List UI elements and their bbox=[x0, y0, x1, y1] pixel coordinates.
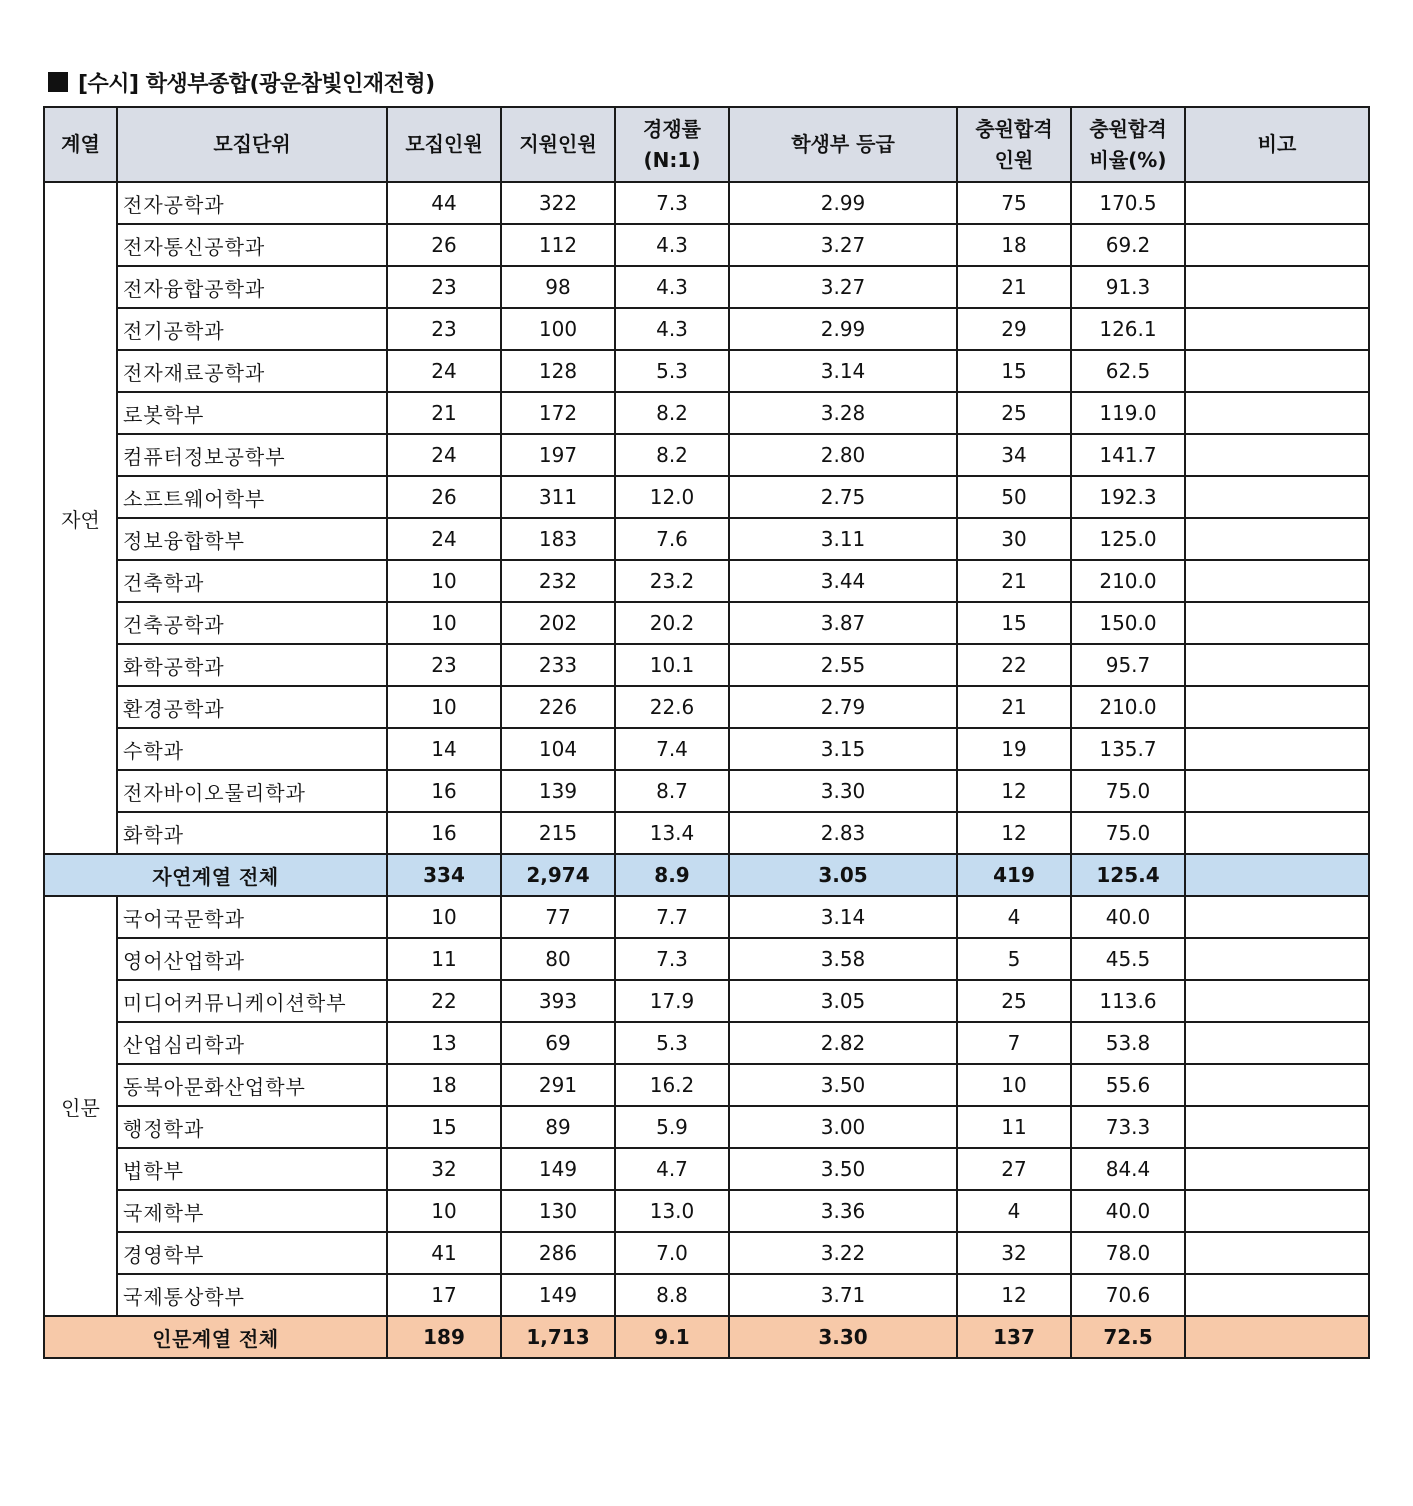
cell-added-ratio: 95.7 bbox=[1071, 644, 1185, 686]
cell-added: 75 bbox=[957, 182, 1071, 224]
cell-grade: 3.71 bbox=[729, 1274, 957, 1316]
cell-unit: 컴퓨터정보공학부 bbox=[117, 434, 387, 476]
table-row bbox=[44, 1274, 1369, 1316]
cell-unit: 수학과 bbox=[117, 728, 387, 770]
table-row bbox=[44, 1190, 1369, 1232]
cell-note bbox=[1185, 182, 1369, 224]
cell-note bbox=[1185, 1148, 1369, 1190]
cell-added-ratio: 141.7 bbox=[1071, 434, 1185, 476]
cell-grade: 3.00 bbox=[729, 1106, 957, 1148]
cell-grade: 2.99 bbox=[729, 182, 957, 224]
cell-added-ratio: 210.0 bbox=[1071, 560, 1185, 602]
table-row bbox=[44, 686, 1369, 728]
cell-added-ratio: 113.6 bbox=[1071, 980, 1185, 1022]
cell-grade: 3.15 bbox=[729, 728, 957, 770]
cell-grade: 3.11 bbox=[729, 518, 957, 560]
table-row bbox=[44, 224, 1369, 266]
header-ratio: 경쟁률 (N:1) bbox=[615, 107, 729, 182]
cell-unit: 정보융합학부 bbox=[117, 518, 387, 560]
cell-ratio: 16.2 bbox=[615, 1064, 729, 1106]
cell-note bbox=[1185, 728, 1369, 770]
cell-quota: 44 bbox=[387, 182, 501, 224]
header-unit: 모집단위 bbox=[117, 107, 387, 182]
cell-added-ratio: 91.3 bbox=[1071, 266, 1185, 308]
cell-added-ratio: 84.4 bbox=[1071, 1148, 1185, 1190]
cell-added-ratio: 45.5 bbox=[1071, 938, 1185, 980]
cell-unit: 소프트웨어학부 bbox=[117, 476, 387, 518]
cell-added-ratio: 75.0 bbox=[1071, 770, 1185, 812]
cell-added: 50 bbox=[957, 476, 1071, 518]
cell-added: 32 bbox=[957, 1232, 1071, 1274]
cell-unit: 전자공학과 bbox=[117, 182, 387, 224]
cell-unit: 로봇학부 bbox=[117, 392, 387, 434]
cell-note bbox=[1185, 1232, 1369, 1274]
table-row bbox=[44, 644, 1369, 686]
cell-applicants: 69 bbox=[501, 1022, 615, 1064]
cell-grade: 3.50 bbox=[729, 1064, 957, 1106]
table-header-row bbox=[44, 107, 1369, 182]
cell-unit: 동북아문화산업학부 bbox=[117, 1064, 387, 1106]
cell-quota: 16 bbox=[387, 770, 501, 812]
total-label: 인문계열 전체 bbox=[44, 1316, 387, 1358]
cell-added: 15 bbox=[957, 602, 1071, 644]
cell-applicants: 286 bbox=[501, 1232, 615, 1274]
cell-quota: 10 bbox=[387, 560, 501, 602]
cell-note bbox=[1185, 560, 1369, 602]
cell-unit: 화학공학과 bbox=[117, 644, 387, 686]
cell-quota: 24 bbox=[387, 434, 501, 476]
cell-quota: 22 bbox=[387, 980, 501, 1022]
cell-note bbox=[1185, 308, 1369, 350]
square-bullet-icon bbox=[48, 72, 68, 92]
cell-note bbox=[1185, 770, 1369, 812]
cell-applicants: 89 bbox=[501, 1106, 615, 1148]
cell-ratio: 7.6 bbox=[615, 518, 729, 560]
cell-applicants: 130 bbox=[501, 1190, 615, 1232]
cell-applicants: 104 bbox=[501, 728, 615, 770]
cell-note bbox=[1185, 686, 1369, 728]
cell-added: 11 bbox=[957, 1106, 1071, 1148]
cell-note bbox=[1185, 224, 1369, 266]
cell-grade: 2.55 bbox=[729, 644, 957, 686]
cell-note bbox=[1185, 350, 1369, 392]
cell-applicants: 128 bbox=[501, 350, 615, 392]
cell-ratio: 7.4 bbox=[615, 728, 729, 770]
cell-quota: 10 bbox=[387, 686, 501, 728]
cell-added-ratio: 135.7 bbox=[1071, 728, 1185, 770]
cell-grade: 3.50 bbox=[729, 1148, 957, 1190]
cell-added-ratio: 210.0 bbox=[1071, 686, 1185, 728]
cell-added-ratio: 73.3 bbox=[1071, 1106, 1185, 1148]
cell-added: 25 bbox=[957, 392, 1071, 434]
cell-added-ratio: 150.0 bbox=[1071, 602, 1185, 644]
total-grade: 3.30 bbox=[729, 1316, 957, 1358]
cell-applicants: 77 bbox=[501, 896, 615, 938]
cell-added: 21 bbox=[957, 560, 1071, 602]
table-row bbox=[44, 392, 1369, 434]
cell-unit: 미디어커뮤니케이션학부 bbox=[117, 980, 387, 1022]
cell-applicants: 183 bbox=[501, 518, 615, 560]
cell-ratio: 4.3 bbox=[615, 308, 729, 350]
cell-added-ratio: 40.0 bbox=[1071, 896, 1185, 938]
cell-quota: 23 bbox=[387, 308, 501, 350]
cell-applicants: 197 bbox=[501, 434, 615, 476]
total-added-ratio: 72.5 bbox=[1071, 1316, 1185, 1358]
cell-applicants: 232 bbox=[501, 560, 615, 602]
table-row bbox=[44, 266, 1369, 308]
cell-unit: 산업심리학과 bbox=[117, 1022, 387, 1064]
cell-note bbox=[1185, 392, 1369, 434]
table-row bbox=[44, 350, 1369, 392]
table-row bbox=[44, 770, 1369, 812]
cell-added: 15 bbox=[957, 350, 1071, 392]
total-note bbox=[1185, 1316, 1369, 1358]
cell-unit: 전자재료공학과 bbox=[117, 350, 387, 392]
cell-ratio: 5.3 bbox=[615, 350, 729, 392]
cell-unit: 전자통신공학과 bbox=[117, 224, 387, 266]
table-row bbox=[44, 1148, 1369, 1190]
cell-quota: 23 bbox=[387, 266, 501, 308]
cell-grade: 2.79 bbox=[729, 686, 957, 728]
cell-applicants: 393 bbox=[501, 980, 615, 1022]
cell-added-ratio: 62.5 bbox=[1071, 350, 1185, 392]
cell-applicants: 139 bbox=[501, 770, 615, 812]
cell-grade: 2.83 bbox=[729, 812, 957, 854]
cell-quota: 17 bbox=[387, 1274, 501, 1316]
cell-grade: 3.36 bbox=[729, 1190, 957, 1232]
total-added: 419 bbox=[957, 854, 1071, 896]
table-row bbox=[44, 308, 1369, 350]
cell-ratio: 5.3 bbox=[615, 1022, 729, 1064]
table-row bbox=[44, 434, 1369, 476]
cell-note bbox=[1185, 938, 1369, 980]
cell-note bbox=[1185, 1274, 1369, 1316]
table-row bbox=[44, 1064, 1369, 1106]
cell-added: 34 bbox=[957, 434, 1071, 476]
cell-added: 19 bbox=[957, 728, 1071, 770]
cell-grade: 3.27 bbox=[729, 224, 957, 266]
cell-ratio: 8.2 bbox=[615, 434, 729, 476]
cell-quota: 10 bbox=[387, 1190, 501, 1232]
cell-note bbox=[1185, 434, 1369, 476]
cell-ratio: 4.3 bbox=[615, 224, 729, 266]
cell-ratio: 22.6 bbox=[615, 686, 729, 728]
cell-quota: 23 bbox=[387, 644, 501, 686]
cell-added: 4 bbox=[957, 1190, 1071, 1232]
cell-applicants: 149 bbox=[501, 1274, 615, 1316]
cell-added-ratio: 40.0 bbox=[1071, 1190, 1185, 1232]
cell-grade: 3.22 bbox=[729, 1232, 957, 1274]
cell-ratio: 4.7 bbox=[615, 1148, 729, 1190]
cell-grade: 2.80 bbox=[729, 434, 957, 476]
cell-added-ratio: 53.8 bbox=[1071, 1022, 1185, 1064]
cell-quota: 26 bbox=[387, 476, 501, 518]
cell-added-ratio: 55.6 bbox=[1071, 1064, 1185, 1106]
cell-applicants: 112 bbox=[501, 224, 615, 266]
cell-added-ratio: 70.6 bbox=[1071, 1274, 1185, 1316]
cell-added: 12 bbox=[957, 812, 1071, 854]
cell-applicants: 291 bbox=[501, 1064, 615, 1106]
header-applicants: 지원인원 bbox=[501, 107, 615, 182]
cell-ratio: 17.9 bbox=[615, 980, 729, 1022]
cell-grade: 3.14 bbox=[729, 896, 957, 938]
cell-applicants: 233 bbox=[501, 644, 615, 686]
cell-added: 10 bbox=[957, 1064, 1071, 1106]
cell-grade: 2.82 bbox=[729, 1022, 957, 1064]
cell-applicants: 149 bbox=[501, 1148, 615, 1190]
table-row bbox=[44, 182, 1369, 224]
cell-added: 27 bbox=[957, 1148, 1071, 1190]
cell-ratio: 7.0 bbox=[615, 1232, 729, 1274]
cell-quota: 11 bbox=[387, 938, 501, 980]
cell-grade: 3.30 bbox=[729, 770, 957, 812]
cell-added-ratio: 125.0 bbox=[1071, 518, 1185, 560]
cell-applicants: 215 bbox=[501, 812, 615, 854]
cell-applicants: 80 bbox=[501, 938, 615, 980]
cell-quota: 16 bbox=[387, 812, 501, 854]
group-label-humanities: 인문 bbox=[44, 896, 117, 1316]
table-row bbox=[44, 980, 1369, 1022]
cell-quota: 26 bbox=[387, 224, 501, 266]
admission-results-table bbox=[43, 106, 1370, 1359]
page-title bbox=[48, 64, 435, 100]
cell-grade: 3.14 bbox=[729, 350, 957, 392]
table-row bbox=[44, 518, 1369, 560]
cell-quota: 24 bbox=[387, 350, 501, 392]
total-added-ratio: 125.4 bbox=[1071, 854, 1185, 896]
table-row bbox=[44, 1022, 1369, 1064]
cell-added-ratio: 69.2 bbox=[1071, 224, 1185, 266]
total-note bbox=[1185, 854, 1369, 896]
cell-added-ratio: 170.5 bbox=[1071, 182, 1185, 224]
page-title-text: [수시] 학생부종합(광운참빛인재전형) bbox=[78, 71, 435, 97]
cell-added: 7 bbox=[957, 1022, 1071, 1064]
cell-unit: 국제통상학부 bbox=[117, 1274, 387, 1316]
cell-unit: 영어산업학과 bbox=[117, 938, 387, 980]
cell-note bbox=[1185, 1190, 1369, 1232]
cell-added: 21 bbox=[957, 266, 1071, 308]
cell-unit: 행정학과 bbox=[117, 1106, 387, 1148]
total-added: 137 bbox=[957, 1316, 1071, 1358]
total-quota: 334 bbox=[387, 854, 501, 896]
cell-note bbox=[1185, 1022, 1369, 1064]
total-applicants: 1,713 bbox=[501, 1316, 615, 1358]
cell-grade: 3.58 bbox=[729, 938, 957, 980]
cell-ratio: 20.2 bbox=[615, 602, 729, 644]
cell-added: 21 bbox=[957, 686, 1071, 728]
cell-unit: 전기공학과 bbox=[117, 308, 387, 350]
cell-note bbox=[1185, 602, 1369, 644]
cell-note bbox=[1185, 476, 1369, 518]
cell-ratio: 10.1 bbox=[615, 644, 729, 686]
cell-ratio: 7.3 bbox=[615, 938, 729, 980]
cell-added: 22 bbox=[957, 644, 1071, 686]
cell-applicants: 100 bbox=[501, 308, 615, 350]
cell-applicants: 226 bbox=[501, 686, 615, 728]
cell-added-ratio: 75.0 bbox=[1071, 812, 1185, 854]
cell-quota: 41 bbox=[387, 1232, 501, 1274]
cell-grade: 3.27 bbox=[729, 266, 957, 308]
cell-quota: 10 bbox=[387, 602, 501, 644]
cell-unit: 법학부 bbox=[117, 1148, 387, 1190]
cell-added: 4 bbox=[957, 896, 1071, 938]
cell-added: 18 bbox=[957, 224, 1071, 266]
cell-unit: 건축학과 bbox=[117, 560, 387, 602]
cell-ratio: 13.0 bbox=[615, 1190, 729, 1232]
cell-quota: 13 bbox=[387, 1022, 501, 1064]
total-label: 자연계열 전체 bbox=[44, 854, 387, 896]
table-row bbox=[44, 938, 1369, 980]
total-ratio: 9.1 bbox=[615, 1316, 729, 1358]
cell-unit: 전자융합공학과 bbox=[117, 266, 387, 308]
cell-grade: 3.87 bbox=[729, 602, 957, 644]
cell-note bbox=[1185, 1064, 1369, 1106]
header-field: 계열 bbox=[44, 107, 117, 182]
cell-note bbox=[1185, 980, 1369, 1022]
cell-applicants: 172 bbox=[501, 392, 615, 434]
total-row-natural bbox=[44, 854, 1369, 896]
cell-added-ratio: 119.0 bbox=[1071, 392, 1185, 434]
cell-quota: 21 bbox=[387, 392, 501, 434]
header-quota: 모집인원 bbox=[387, 107, 501, 182]
cell-unit: 국어국문학과 bbox=[117, 896, 387, 938]
table-row bbox=[44, 728, 1369, 770]
cell-applicants: 202 bbox=[501, 602, 615, 644]
cell-ratio: 8.7 bbox=[615, 770, 729, 812]
cell-ratio: 12.0 bbox=[615, 476, 729, 518]
cell-added-ratio: 126.1 bbox=[1071, 308, 1185, 350]
total-applicants: 2,974 bbox=[501, 854, 615, 896]
table-row bbox=[44, 812, 1369, 854]
cell-quota: 10 bbox=[387, 896, 501, 938]
cell-grade: 3.05 bbox=[729, 980, 957, 1022]
cell-note bbox=[1185, 812, 1369, 854]
table-row bbox=[44, 560, 1369, 602]
cell-grade: 3.28 bbox=[729, 392, 957, 434]
table-row bbox=[44, 476, 1369, 518]
cell-quota: 18 bbox=[387, 1064, 501, 1106]
group-label-natural: 자연 bbox=[44, 182, 117, 854]
cell-note bbox=[1185, 266, 1369, 308]
cell-unit: 화학과 bbox=[117, 812, 387, 854]
cell-ratio: 23.2 bbox=[615, 560, 729, 602]
cell-unit: 건축공학과 bbox=[117, 602, 387, 644]
cell-unit: 경영학부 bbox=[117, 1232, 387, 1274]
header-note: 비고 bbox=[1185, 107, 1369, 182]
cell-added: 12 bbox=[957, 770, 1071, 812]
cell-quota: 14 bbox=[387, 728, 501, 770]
table-row bbox=[44, 602, 1369, 644]
cell-ratio: 13.4 bbox=[615, 812, 729, 854]
cell-applicants: 98 bbox=[501, 266, 615, 308]
header-added-ratio: 충원합격 비율(%) bbox=[1071, 107, 1185, 182]
cell-grade: 2.99 bbox=[729, 308, 957, 350]
cell-quota: 24 bbox=[387, 518, 501, 560]
cell-added: 12 bbox=[957, 1274, 1071, 1316]
cell-unit: 국제학부 bbox=[117, 1190, 387, 1232]
table-row bbox=[44, 896, 1369, 938]
cell-note bbox=[1185, 644, 1369, 686]
cell-applicants: 322 bbox=[501, 182, 615, 224]
cell-note bbox=[1185, 1106, 1369, 1148]
cell-quota: 15 bbox=[387, 1106, 501, 1148]
cell-note bbox=[1185, 518, 1369, 560]
cell-grade: 3.44 bbox=[729, 560, 957, 602]
cell-added-ratio: 192.3 bbox=[1071, 476, 1185, 518]
cell-quota: 32 bbox=[387, 1148, 501, 1190]
table-row bbox=[44, 1232, 1369, 1274]
table-row bbox=[44, 1106, 1369, 1148]
cell-ratio: 8.8 bbox=[615, 1274, 729, 1316]
cell-added-ratio: 78.0 bbox=[1071, 1232, 1185, 1274]
total-quota: 189 bbox=[387, 1316, 501, 1358]
cell-ratio: 4.3 bbox=[615, 266, 729, 308]
header-added: 충원합격 인원 bbox=[957, 107, 1071, 182]
cell-ratio: 5.9 bbox=[615, 1106, 729, 1148]
cell-ratio: 8.2 bbox=[615, 392, 729, 434]
cell-applicants: 311 bbox=[501, 476, 615, 518]
header-grade: 학생부 등급 bbox=[729, 107, 957, 182]
cell-ratio: 7.7 bbox=[615, 896, 729, 938]
total-grade: 3.05 bbox=[729, 854, 957, 896]
cell-unit: 환경공학과 bbox=[117, 686, 387, 728]
total-row-humanities bbox=[44, 1316, 1369, 1358]
cell-added: 29 bbox=[957, 308, 1071, 350]
cell-added: 5 bbox=[957, 938, 1071, 980]
total-ratio: 8.9 bbox=[615, 854, 729, 896]
cell-added: 30 bbox=[957, 518, 1071, 560]
cell-note bbox=[1185, 896, 1369, 938]
cell-grade: 2.75 bbox=[729, 476, 957, 518]
cell-unit: 전자바이오물리학과 bbox=[117, 770, 387, 812]
cell-added: 25 bbox=[957, 980, 1071, 1022]
cell-ratio: 7.3 bbox=[615, 182, 729, 224]
